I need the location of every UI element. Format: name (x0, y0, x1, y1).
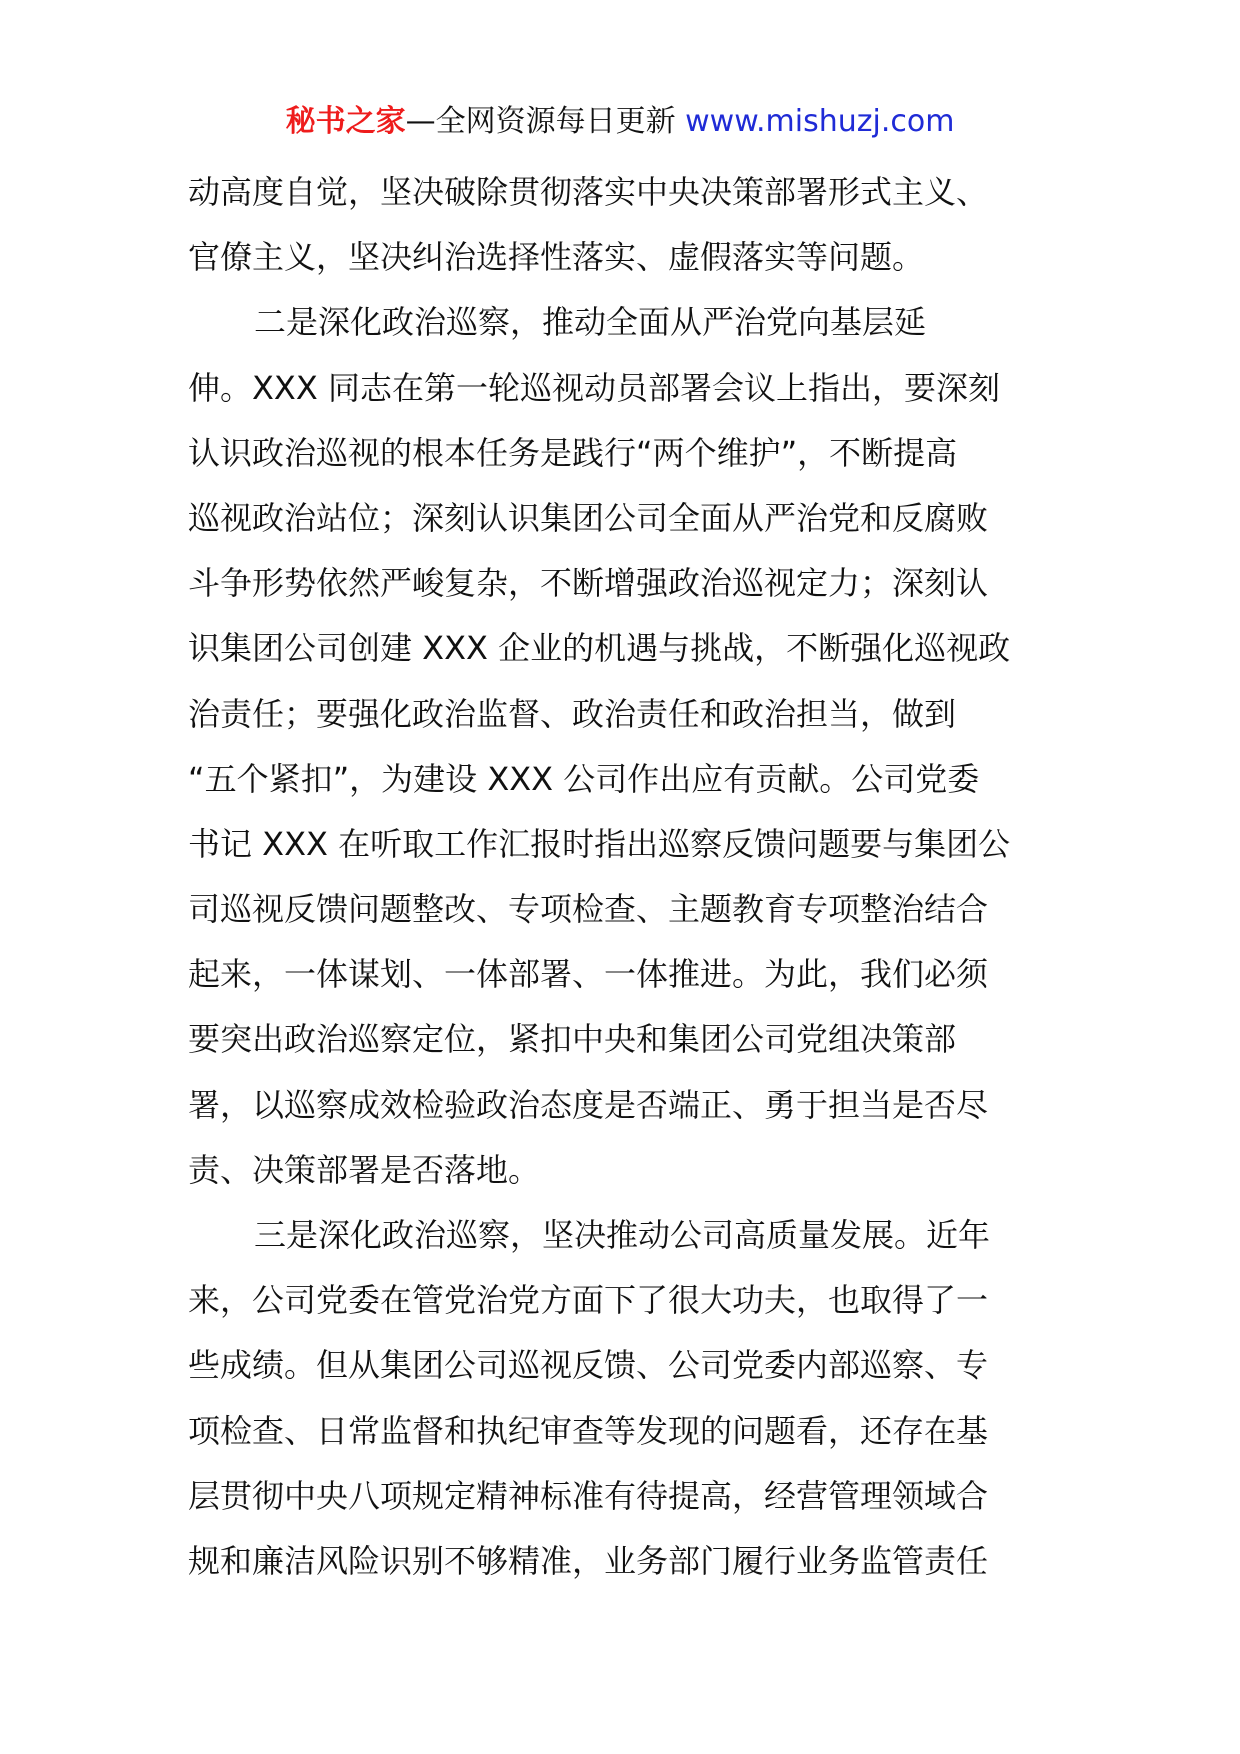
text-line: 动高度自觉，坚决破除贯彻落实中央决策部署形式主义、 (188, 173, 989, 211)
text-line: 司巡视反馈问题整改、专项检查、主题教育专项整治结合 (188, 890, 989, 929)
text-line: 认识政治巡视的根本任务是践行“两个维护”，不断提高 (188, 433, 958, 472)
text-line: 署，以巡察成效检验政治态度是否端正、勇于担当是否尽 (188, 1085, 989, 1124)
text-line: “五个紧扣”，为建设 XXX 公司作出应有贡献。公司党委 (188, 759, 980, 798)
page-header (0, 100, 1240, 144)
brand-name: 秘书之家 (285, 104, 406, 139)
text-line: 来，公司党委在管党治党方面下了很大功夫，也取得了一 (188, 1281, 989, 1320)
text-line: 要突出政治巡察定位，紧扣中央和集团公司党组决策部 (188, 1020, 957, 1059)
paragraph-start-line: 三是深化政治巡察，坚决推动公司高质量发展。近年 (254, 1216, 991, 1254)
text-line: 识集团公司创建 XXX 企业的机遇与挑战，不断强化巡视政 (188, 629, 1011, 668)
paragraph-start-line: 二是深化政治巡察，推动全面从严治党向基层延 (254, 303, 927, 342)
text-line: 书记 XXX 在听取工作汇报时指出巡察反馈问题要与集团公 (188, 824, 1011, 863)
text-line: 巡视政治站位；深刻认识集团公司全面从严治党和反腐败 (188, 498, 989, 537)
text-line: 官僚主义，坚决纠治选择性落实、虚假落实等问题。 (188, 238, 925, 277)
header-tagline: —全网资源每日更新 (405, 104, 676, 139)
text-line: 伸。XXX 同志在第一轮巡视动员部署会议上指出，要深刻 (188, 368, 1000, 407)
text-line: 起来，一体谋划、一体部署、一体推进。为此，我们必须 (188, 955, 989, 994)
text-line: 责、决策部署是否落地。 (188, 1150, 541, 1189)
text-line: 层贯彻中央八项规定精神标准有待提高，经营管理领域合 (188, 1476, 989, 1515)
text-line: 项检查、日常监督和执纪审查等发现的问题看，还存在基 (188, 1411, 989, 1450)
text-line: 治责任；要强化政治监督、政治责任和政治担当，做到 (188, 694, 957, 733)
text-line: 规和廉洁风险识别不够精准，业务部门履行业务监管责任 (188, 1541, 989, 1580)
text-line: 斗争形势依然严峻复杂，不断增强政治巡视定力；深刻认 (188, 564, 989, 603)
text-line: 些成绩。但从集团公司巡视反馈、公司党委内部巡察、专 (188, 1346, 989, 1385)
site-url-link[interactable]: www.mishuzj.com (685, 104, 955, 139)
body-text (188, 160, 1058, 1594)
